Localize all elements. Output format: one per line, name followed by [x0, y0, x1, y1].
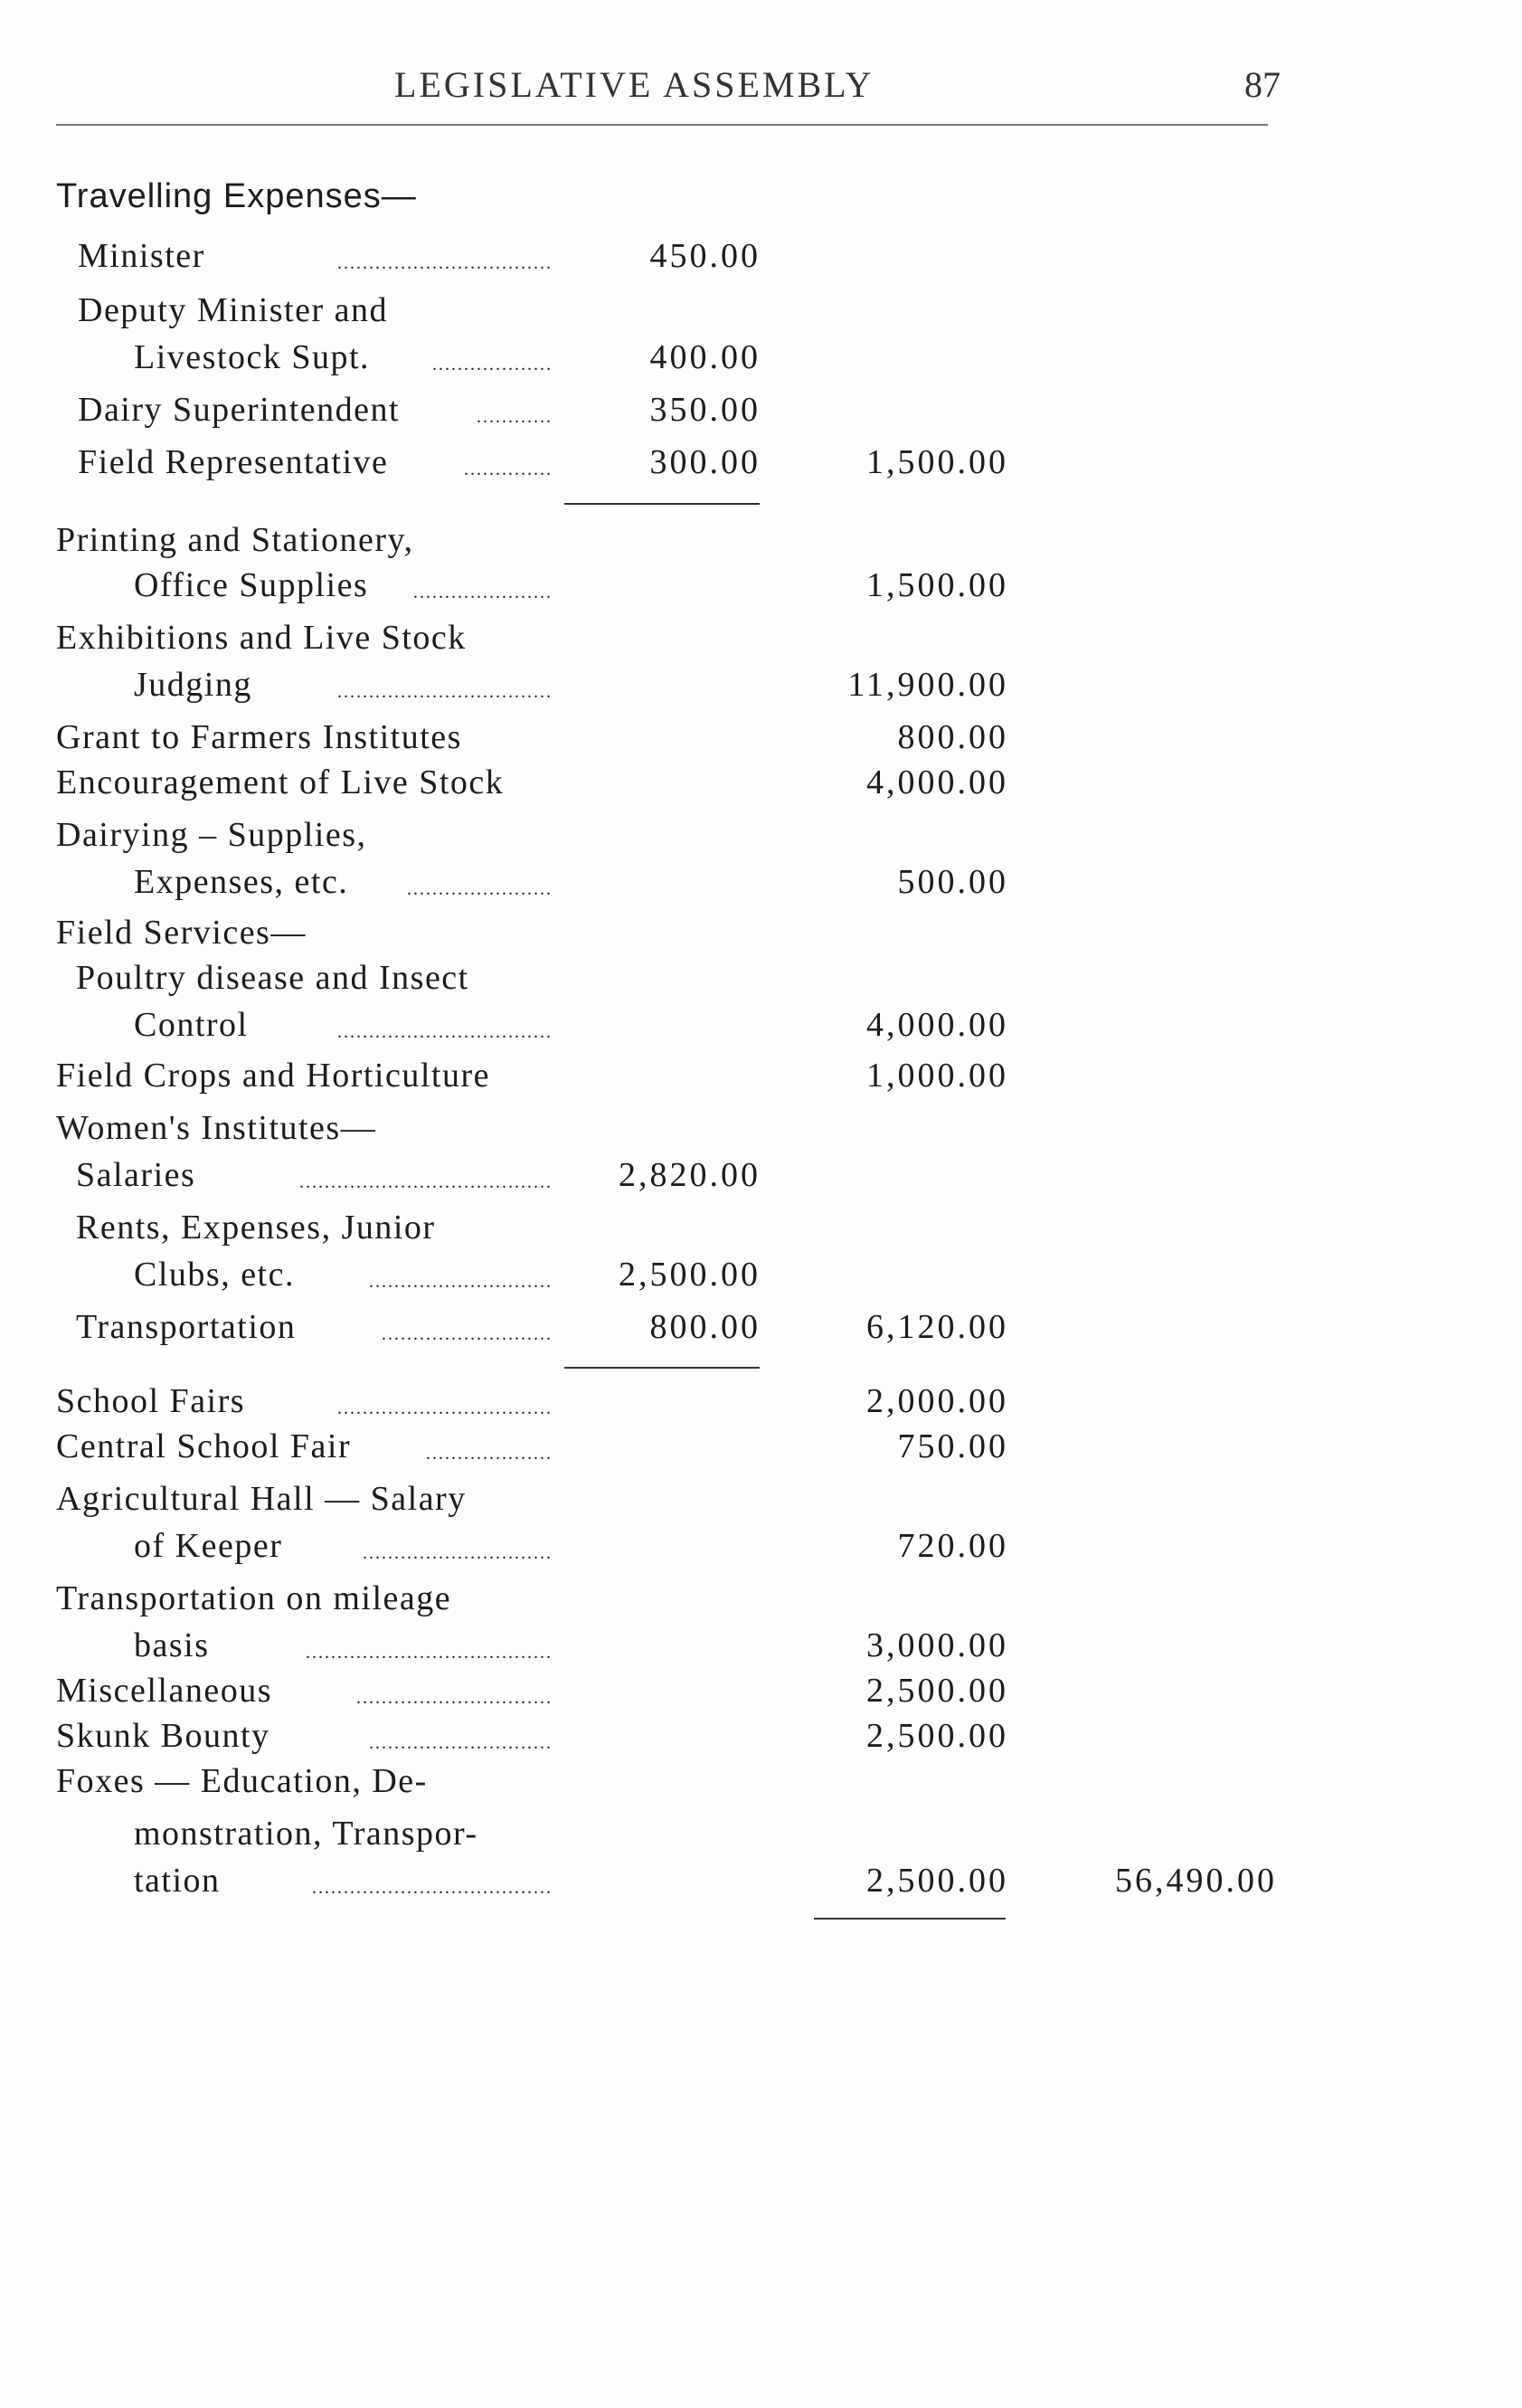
label-agricultural-hall-cont: of Keeper: [134, 1527, 283, 1565]
leader-dots: ..................................: [337, 253, 553, 273]
label-dairy-superintendent: Dairy Superintendent: [78, 391, 401, 429]
label-agricultural-hall: Agricultural Hall — Salary: [56, 1480, 467, 1518]
page-number: 87: [1244, 64, 1281, 105]
line-poultry-1: [0, 955, 1522, 1000]
line-school-fairs: [0, 1379, 1522, 1424]
amount-transportation: 800.00: [649, 1308, 761, 1346]
amount-salaries: 2,820.00: [619, 1156, 761, 1194]
label-rents: Rents, Expenses, Junior: [76, 1209, 436, 1247]
amount-miscellaneous: 2,500.00: [866, 1672, 1008, 1710]
line-deputy-1: [0, 288, 1522, 333]
amount-deputy: 400.00: [649, 338, 761, 376]
amount-minister: 450.00: [649, 237, 761, 275]
label-printing-cont: Office Supplies: [134, 566, 369, 604]
label-exhibitions-cont: Judging: [134, 666, 252, 704]
grand-total: 56,490.00: [1115, 1862, 1277, 1900]
line-foxes-3: [0, 1858, 1522, 1903]
section-heading-travelling: Travelling Expenses—: [56, 177, 417, 215]
label-exhibitions: Exhibitions and Live Stock: [56, 619, 467, 657]
label-foxes: Foxes — Education, De-: [56, 1762, 428, 1800]
line-dairying-1: [0, 812, 1522, 858]
amount-field-representative: 300.00: [649, 443, 761, 481]
line-dairying-2: [0, 859, 1522, 905]
line-field-representative: [0, 440, 1522, 485]
label-field-crops: Field Crops and Horticulture: [56, 1057, 490, 1095]
line-field-crops: [0, 1053, 1522, 1098]
sum-rule: [564, 503, 760, 505]
line-miscellaneous: [0, 1668, 1522, 1713]
label-poultry-cont: Control: [134, 1006, 249, 1044]
line-agricultural-hall-1: [0, 1476, 1522, 1522]
line-deputy-2: [0, 335, 1522, 380]
leader-dots: ......................................: [312, 1878, 553, 1898]
sum-rule: [564, 1367, 760, 1369]
amount-printing: 1,500.00: [866, 566, 1008, 604]
label-womens-institutes: Women's Institutes—: [56, 1109, 377, 1147]
label-miscellaneous: Miscellaneous: [56, 1672, 273, 1710]
amount-dairy-superintendent: 350.00: [649, 391, 761, 429]
leader-dots: .............................: [369, 1272, 553, 1292]
label-field-services: Field Services—: [56, 914, 307, 952]
amount-poultry: 4,000.00: [866, 1006, 1008, 1044]
leader-dots: ...................: [432, 355, 553, 374]
line-agricultural-hall-2: [0, 1523, 1522, 1569]
label-transportation: Transportation: [76, 1308, 297, 1346]
amount-foxes: 2,500.00: [866, 1862, 1008, 1900]
amount-field-crops: 1,000.00: [866, 1057, 1008, 1095]
leader-dots: ..................................: [337, 1022, 553, 1042]
leader-dots: .......................: [407, 879, 553, 899]
leader-dots: .......................................: [306, 1643, 553, 1663]
leader-dots: ..................................: [337, 682, 553, 702]
leader-dots: ......................: [413, 583, 553, 602]
leader-dots: ..................................: [337, 1398, 553, 1418]
line-printing-2: [0, 563, 1522, 608]
label-foxes-cont: monstration, Transpor-: [134, 1815, 478, 1853]
label-poultry: Poultry disease and Insect: [76, 959, 469, 997]
leader-dots: ...........................: [382, 1324, 553, 1344]
amount-encouragement: 4,000.00: [866, 763, 1008, 801]
label-school-fairs: School Fairs: [56, 1382, 246, 1420]
line-dairy-superintendent: [0, 387, 1522, 432]
label-skunk-bounty: Skunk Bounty: [56, 1717, 270, 1755]
label-encouragement: Encouragement of Live Stock: [56, 763, 505, 801]
leader-dots: ....................: [426, 1444, 553, 1464]
amount-central-school-fair: 750.00: [897, 1427, 1008, 1465]
amount-agricultural-hall: 720.00: [897, 1527, 1008, 1565]
label-foxes-cont-2: tation: [134, 1862, 221, 1900]
running-head: LEGISLATIVE ASSEMBLY: [394, 64, 874, 105]
label-minister: Minister: [78, 237, 205, 275]
amount-grant: 800.00: [897, 718, 1008, 756]
line-exhibitions-1: [0, 615, 1522, 660]
label-field-representative: Field Representative: [78, 443, 389, 481]
line-mileage-2: [0, 1623, 1522, 1668]
label-mileage: Transportation on mileage: [56, 1579, 452, 1617]
label-deputy: Deputy Minister and: [78, 291, 389, 329]
line-poultry-2: [0, 1002, 1522, 1048]
label-dairying: Dairying – Supplies,: [56, 816, 367, 854]
leader-dots: ..............................: [363, 1543, 553, 1563]
amount-dairying: 500.00: [897, 863, 1008, 901]
line-salaries: [0, 1152, 1522, 1198]
line-transportation: [0, 1304, 1522, 1350]
label-dairying-cont: Expenses, etc.: [134, 863, 349, 901]
leader-dots: ...............................: [356, 1688, 553, 1708]
line-field-services: [0, 910, 1522, 955]
line-rents-2: [0, 1252, 1522, 1297]
leader-dots: ........................................: [299, 1172, 553, 1192]
subtotal-womens-institutes: 6,120.00: [866, 1308, 1008, 1346]
subtotal-travelling: 1,500.00: [866, 443, 1008, 481]
label-mileage-cont: basis: [134, 1626, 210, 1664]
amount-rents: 2,500.00: [619, 1256, 761, 1294]
line-womens-institutes: [0, 1105, 1522, 1151]
label-grant: Grant to Farmers Institutes: [56, 718, 462, 756]
leader-dots: ............: [477, 407, 553, 427]
line-grant: [0, 715, 1522, 760]
line-foxes-1: [0, 1759, 1522, 1804]
label-deputy-cont: Livestock Supt.: [134, 338, 371, 376]
line-foxes-2: [0, 1811, 1522, 1856]
amount-school-fairs: 2,000.00: [866, 1382, 1008, 1420]
amount-skunk-bounty: 2,500.00: [866, 1717, 1008, 1755]
leader-dots: .............................: [369, 1733, 553, 1753]
label-printing: Printing and Stationery,: [56, 521, 414, 559]
line-minister: [0, 233, 1522, 279]
label-central-school-fair: Central School Fair: [56, 1427, 352, 1465]
amount-exhibitions: 11,900.00: [847, 666, 1008, 704]
line-skunk-bounty: [0, 1713, 1522, 1759]
sum-rule: [814, 1918, 1006, 1920]
header-rule: [56, 124, 1268, 126]
line-printing-1: [0, 517, 1522, 563]
line-mileage-1: [0, 1576, 1522, 1621]
line-exhibitions-2: [0, 662, 1522, 707]
line-central-school-fair: [0, 1424, 1522, 1469]
label-rents-cont: Clubs, etc.: [134, 1256, 295, 1294]
label-salaries: Salaries: [76, 1156, 196, 1194]
amount-mileage: 3,000.00: [866, 1626, 1008, 1664]
leader-dots: ..............: [464, 460, 553, 479]
line-encouragement: [0, 760, 1522, 805]
line-rents-1: [0, 1205, 1522, 1250]
